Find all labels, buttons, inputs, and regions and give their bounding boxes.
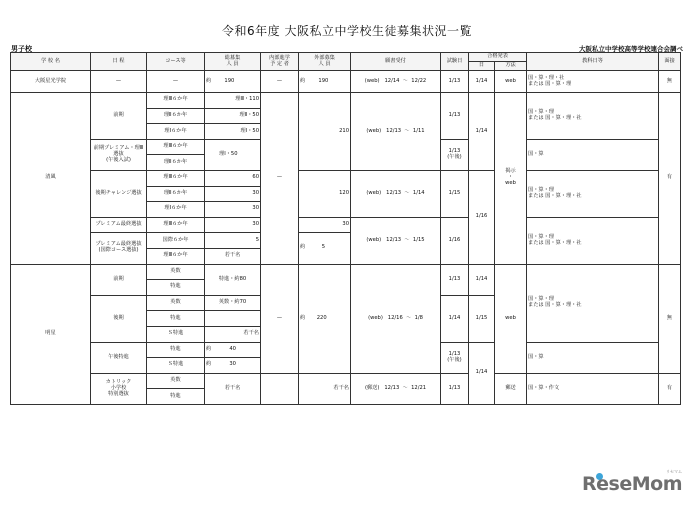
table-row: 後期 英数 英数・約70 1/14 1/15 (11, 295, 681, 311)
header-result: 合格発表 (469, 53, 527, 62)
header-schedule: 日 程 (91, 53, 147, 71)
source-label: 大阪私立中学校高等学校連合会調べ (579, 45, 683, 53)
logo-text: ReseMom (582, 473, 682, 495)
table-row: 理Ⅱ６か年 理Ⅱ・50 (11, 108, 681, 124)
school-name: 清風 (11, 93, 91, 265)
resemom-logo (582, 469, 682, 497)
table-row: 理Ⅱ６か年 (11, 155, 681, 171)
table-row: プレミアム最終選抜 理Ⅲ６か年 30 30 (web) 12/13 ～ 1/15 1/16 国・算・理 または 国・算・理・社 (11, 217, 681, 233)
table-row: 理Ⅰ６か年 理Ⅰ・50 (11, 124, 681, 140)
table-row: 明星 前期 英数 特進・約80 — 約 220 (web) 12/16 ～ 1/8 1/13 1/14 web 国・算・理 または 国・算・理・社 無 (11, 264, 681, 280)
table-row: 清風 前期 理Ⅲ６か年 理Ⅲ・110 — 210 (web) 12/13 ～ 1/11 1/13 1/14 掲示 ・ web 国・算・理 または 国・算・理・社 有 (11, 93, 681, 109)
table-row: 特進 (11, 280, 681, 296)
table-row: Ｓ特進 若干名 (11, 326, 681, 342)
header-total: 総募集 人 員 (205, 53, 261, 71)
table-row: 後期チャレンジ選抜 理Ⅲ６か年 60 120 (web) 12/13 ～ 1/14 1/15 1/16 国・算・理 または 国・算・理・社 (11, 170, 681, 186)
school-name: 大阪星光学院 (11, 71, 91, 93)
header-external: 外部募集 人 員 (299, 53, 351, 71)
header-interview: 面接 (659, 53, 681, 71)
header-result-day: 日 (469, 62, 495, 71)
table-row: 特進 (11, 389, 681, 405)
header-application: 願書受付 (351, 53, 441, 71)
table-row: 理Ⅲ６か年 若干名 (11, 248, 681, 264)
header-internal: 内部進学 予 定 者 (261, 53, 299, 71)
recruitment-table (10, 52, 681, 405)
table-row: 大阪星光学院 — — 約 190 — 約 190 (web) 12/14 ～ 12/22 1/13 1/14 web 国・算・理・社 または 国・算・理 無 (11, 71, 681, 93)
page-title: 令和6年度 大阪私立中学校生徒募集状況一覧 (222, 24, 472, 38)
table-row: 理Ⅱ６か年 30 (11, 186, 681, 202)
category-label: 男子校 (11, 45, 32, 53)
header-result-method: 方法 (495, 62, 527, 71)
header-subjects: 教科日等 (527, 53, 659, 71)
table-row: 午後特進 特進 約 40 1/13 (午後) 1/14 国・算 (11, 342, 681, 358)
header-exam-date: 試験日 (441, 53, 469, 71)
table-row: Ｓ特進 約 30 (11, 358, 681, 374)
table-row: 理Ⅰ６か年 30 (11, 202, 681, 218)
header-course: コース等 (147, 53, 205, 71)
table-row: カトリック 小学校 特別選抜 英数 若干名 若干名 (郵送) 12/13 ～ 12/21 1/13 郵送 国・算・作文 有 (11, 373, 681, 389)
table-row: プレミアム最終選抜 (国際コース選抜) 国際６か年 5 約 5 (11, 233, 681, 249)
header-row (11, 53, 681, 62)
school-name: 明星 (11, 264, 91, 404)
table-row: 前期プレミアム・理Ⅲ選抜 (午後入試) 理Ⅲ６か年 理Ⅰ・50 1/13 (午後) 国・算 (11, 139, 681, 155)
logo-kana: リセマム (666, 469, 682, 474)
header-school: 学 校 名 (11, 53, 91, 71)
table-row: 特進 (11, 311, 681, 327)
